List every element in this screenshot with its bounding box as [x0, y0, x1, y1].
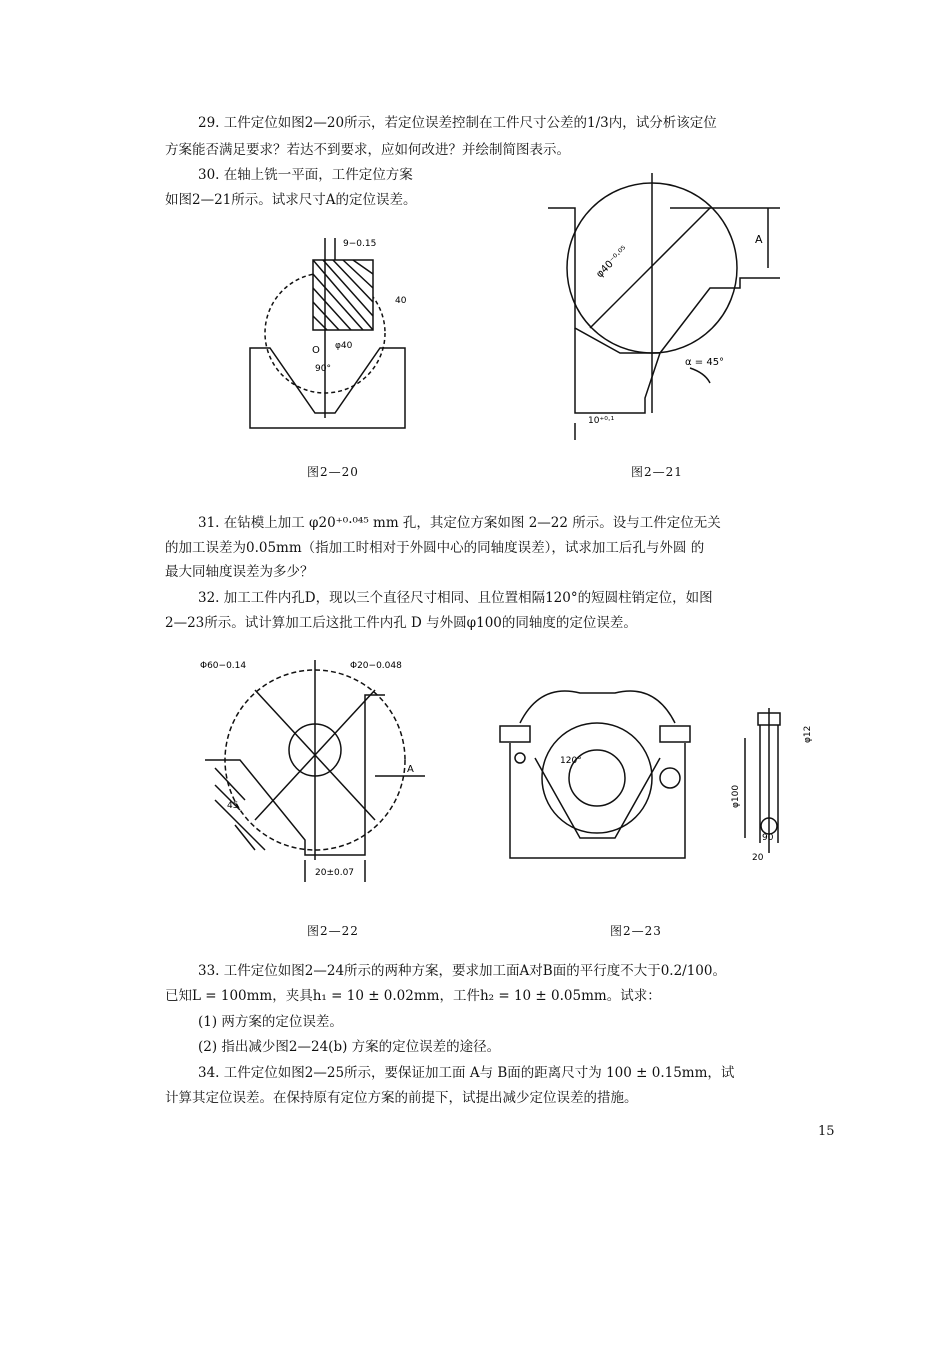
fig23-ninety-label: 90 — [762, 833, 774, 843]
fig20-tol-label: 9−0.15 — [343, 239, 377, 249]
fig22-d2-label: Φ20−0.048 — [350, 661, 402, 671]
fig22-d1-label: Φ60−0.14 — [200, 661, 247, 671]
fig23-d2-label: φ12 — [803, 725, 813, 743]
q33-line1: 33. 工件定位如图2—24所示的两种方案，要求加工面A对B面的平行度不大于0.2/100。 — [198, 963, 726, 979]
q31-line2: 的加工误差为0.05mm（指加工时相对于外圆中心的同轴度误差），试求加工后孔与外圆 的 — [165, 540, 705, 556]
fig21-a-label: A — [755, 233, 763, 246]
figure-2-22-caption: 图2—22 — [307, 924, 359, 938]
q30-line2: 如图2—21所示。试求尺寸A的定位误差。 — [165, 192, 417, 208]
figure-2-22 — [195, 650, 435, 910]
q32-line1: 32. 加工工件内孔D，现以三个直径尺寸相同、且位置相隔120°的短圆柱销定位，如图 — [198, 590, 713, 606]
fig20-dim-label: 40 — [395, 296, 407, 306]
q33-line2: 已知L = 100mm，夹具h₁ = 10 ± 0.02mm，工件h₂ = 10 ± 0.05mm。试求： — [165, 988, 661, 1004]
q31-line1: 31. 在钻模上加工 φ20⁺⁰·⁰⁴⁵ mm 孔，其定位方案如图 2—22 所示。设与工件定位无关 — [198, 515, 721, 531]
q33-line3: (1) 两方案的定位误差。 — [198, 1014, 343, 1030]
q30-line1: 30. 在轴上铣一平面，工件定位方案 — [198, 167, 413, 183]
figure-2-21-caption: 图2—21 — [631, 465, 683, 479]
fig20-angle-label: 90° — [315, 364, 331, 374]
figure-2-23-caption: 图2—23 — [610, 924, 662, 938]
figure-2-20 — [235, 228, 425, 438]
fig22-ang-label: 45 — [227, 801, 239, 811]
page-number: 15 — [818, 1124, 835, 1139]
fig23-d1-label: φ100 — [731, 784, 741, 808]
q34-line1: 34. 工件定位如图2—25所示，要保证加工面 A与 B面的距离尺寸为 100 ± 0.15mm，试 — [198, 1065, 735, 1081]
fig21-alpha-label: α = 45° — [685, 357, 725, 368]
fig20-dia-label: φ40 — [335, 341, 353, 351]
fig21-bottom-label: 10⁺⁰·¹ — [588, 416, 615, 426]
fig23-ang-label: 120° — [560, 756, 582, 766]
fig22-bot-label: 20±0.07 — [315, 868, 355, 878]
figure-2-21 — [540, 168, 820, 448]
figure-2-20-caption: 图2—20 — [307, 465, 359, 479]
fig20-o-label: O — [312, 345, 320, 356]
q29-line2: 方案能否满足要求？若达不到要求，应如何改进？并绘制简图表示。 — [165, 142, 570, 158]
fig21-dia-label: φ40⁻⁰·⁰⁵ — [594, 244, 631, 281]
q31-line3: 最大同轴度误差为多少？ — [165, 564, 314, 580]
q32-line2: 2—23所示。试计算加工后这批工件内孔 D 与外圆φ100的同轴度的定位误差。 — [165, 615, 637, 631]
fig23-bot-label: 20 — [752, 853, 764, 863]
q29-line1: 29. 工件定位如图2—20所示，若定位误差控制在工件尺寸公差的1/3内，试分析该定位 — [198, 115, 717, 131]
fig22-a-label: A — [407, 764, 414, 775]
q34-line2: 计算其定位误差。在保持原有定位方案的前提下，试提出减少定位误差的措施。 — [165, 1090, 638, 1106]
figure-2-23 — [490, 668, 840, 878]
q33-line4: (2) 指出减少图2—24(b) 方案的定位误差的途径。 — [198, 1039, 501, 1055]
